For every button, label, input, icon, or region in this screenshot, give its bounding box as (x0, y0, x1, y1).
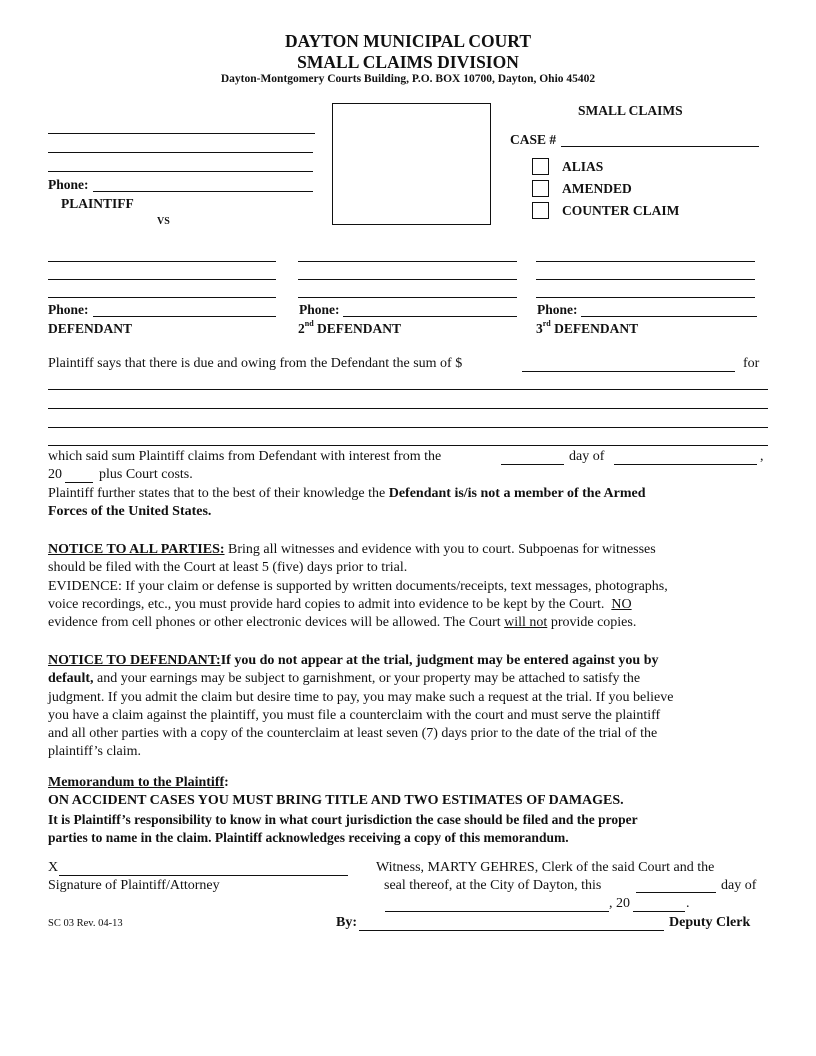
defendant-phone-label: Phone: (48, 302, 89, 317)
interest-text: which said sum Plaintiff claims from Defendant with interest from the (48, 449, 442, 464)
form-id: SC 03 Rev. 04-13 (48, 918, 123, 929)
court-address: Dayton-Montgomery Courts Building, P.O. BOX 10700, Dayton, Ohio 45402 (220, 73, 596, 85)
witness-day-line[interactable] (636, 892, 716, 893)
plaintiff-phone-label: Phone: (48, 177, 89, 192)
defendant2-line-1[interactable] (298, 261, 517, 262)
notice-all-parties: NOTICE TO ALL PARTIES: Bring all witnesses and evidence with you to court. Subpoenas for witnesses should be filed with the Court at least 5 (five) days prior to trial. EVIDENCE: If your claim or defense is supported by written documents/receipts, text messages, photographs, voice recordings, etc., you must provide hard copies to admit into evidence to be kept by the Court. NO evidence from cell phones or other electronic devices will be allowed. The Court will not provide copies. (48, 542, 668, 631)
witness-line-2a: seal thereof, at the City of Dayton, this (384, 878, 602, 893)
counter-claim-checkbox[interactable] (532, 202, 549, 219)
second-defendant-label: 2nd DEFENDANT (298, 319, 402, 336)
interest-year-line[interactable] (65, 482, 93, 483)
witness-day-of: day of (721, 878, 757, 893)
amended-label: AMENDED (562, 181, 632, 196)
sum-amount-line[interactable] (522, 371, 735, 372)
defendant2-phone-label: Phone: (299, 302, 340, 317)
filing-stamp-box (332, 103, 491, 225)
sum-for-text: for (743, 356, 760, 371)
claim-description-line-3[interactable] (48, 427, 768, 428)
defendant3-phone-line[interactable] (581, 316, 757, 317)
witness-period: . (686, 896, 690, 911)
counter-claim-label: COUNTER CLAIM (562, 203, 680, 218)
plaintiff-address-line-2[interactable] (48, 171, 313, 172)
armed-forces-line-1: Plaintiff further states that to the best of their knowledge the Defendant is/is not a member of the Armed (48, 486, 646, 501)
small-claims-label: SMALL CLAIMS (578, 103, 683, 118)
defendant3-line-2[interactable] (536, 279, 755, 280)
defendant-line-1[interactable] (48, 261, 276, 262)
defendant2-phone-line[interactable] (343, 316, 517, 317)
vs-label: VS (157, 216, 170, 227)
witness-year-line[interactable] (633, 911, 685, 912)
signature-label: Signature of Plaintiff/Attorney (48, 878, 220, 893)
deputy-clerk-label: Deputy Clerk (669, 915, 751, 930)
defendant2-line-2[interactable] (298, 279, 517, 280)
alias-checkbox[interactable] (532, 158, 549, 175)
plaintiff-signature-line[interactable] (59, 875, 348, 876)
division-title: SMALL CLAIMS DIVISION (297, 52, 519, 72)
defendant3-line-3[interactable] (536, 297, 755, 298)
defendant-line-3[interactable] (48, 297, 276, 298)
interest-costs: plus Court costs. (99, 467, 193, 482)
interest-day-of: day of (569, 449, 605, 464)
claim-description-line-2[interactable] (48, 408, 768, 409)
defendant2-line-3[interactable] (298, 297, 517, 298)
third-defendant-label: 3rd DEFENDANT (536, 319, 639, 336)
case-number-line[interactable] (561, 146, 759, 147)
witness-line-1: Witness, MARTY GEHRES, Clerk of the said Court and the (376, 860, 715, 875)
amended-checkbox[interactable] (532, 180, 549, 197)
notice-to-defendant: NOTICE TO DEFENDANT:If you do not appear at the trial, judgment may be entered against you by default, and your earnings may be subject to garnishment, or your property may be attached to satisfy the judgment. If you admit the claim but desire time to pay, you may make such a request at the trial. If you believe you have a claim against the plaintiff, you must file a counterclaim with the court and must serve the plaintiff and all other parties with a copy of the counterclaim at least seven (7) days prior to the date of the trial of the plaintiff’s claim. (48, 653, 674, 760)
plaintiff-name-line[interactable] (48, 133, 315, 134)
claim-description-line-1[interactable] (48, 389, 768, 390)
plaintiff-label: PLAINTIFF (61, 196, 134, 211)
witness-month-line[interactable] (385, 911, 609, 912)
armed-forces-line-2: Forces of the United States. (48, 504, 212, 519)
deputy-clerk-signature-line[interactable] (359, 930, 664, 931)
defendant-label: DEFENDANT (48, 321, 133, 336)
interest-month-line[interactable] (614, 464, 757, 465)
signature-x: X (48, 860, 59, 875)
court-title: DAYTON MUNICIPAL COURT (284, 31, 532, 51)
defendant3-line-1[interactable] (536, 261, 755, 262)
plaintiff-phone-line[interactable] (93, 191, 313, 192)
memorandum: Memorandum to the Plaintiff: ON ACCIDENT CASES YOU MUST BRING TITLE AND TWO ESTIMATES OF DAMAGES. It is Plaintiff’s responsibility to know in what court jurisdiction the case should be filed and the proper parties to name in the claim. Plaintiff acknowledges receiving a copy of this memorandum. (48, 775, 638, 845)
plaintiff-address-line-1[interactable] (48, 152, 313, 153)
by-label: By: (336, 915, 357, 930)
interest-date-line[interactable] (501, 464, 564, 465)
defendant3-phone-label: Phone: (537, 302, 578, 317)
defendant-line-2[interactable] (48, 279, 276, 280)
case-number-label: CASE # (510, 132, 557, 147)
alias-label: ALIAS (562, 159, 604, 174)
witness-year-prefix: , 20 (609, 896, 630, 911)
interest-comma: , (760, 449, 764, 464)
claim-description-line-4[interactable] (48, 445, 768, 446)
sum-owed-text: Plaintiff says that there is due and owing from the Defendant the sum of $ (48, 356, 463, 371)
defendant-phone-line[interactable] (93, 316, 276, 317)
interest-year-prefix: 20 (48, 467, 62, 482)
